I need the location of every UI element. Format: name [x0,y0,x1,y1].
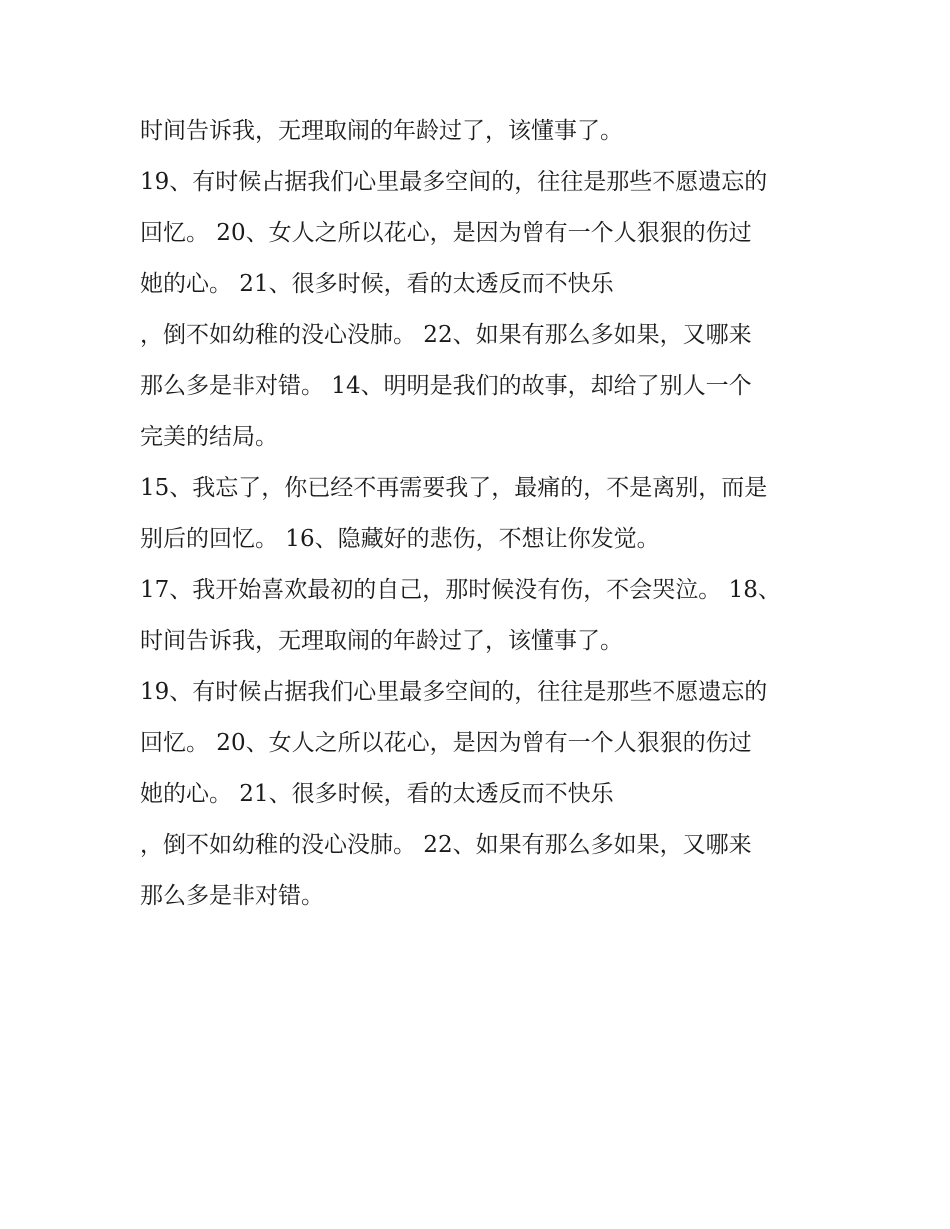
text-line: 她的心。 21、很多时候，看的太透反而不快乐 [140,271,614,297]
text-line: 时间告诉我，无理取闹的年龄过了，该懂事了。 [140,118,623,144]
text-line: 19、有时候占据我们心里最多空间的，往往是那些不愿遗忘的 [140,169,768,195]
text-line: ，倒不如幼稚的没心没肺。 22、如果有那么多如果，又哪来 [140,832,752,858]
text-line: 那么多是非对错。 [140,883,324,909]
text-line: 时间告诉我，无理取闹的年龄过了，该懂事了。 [140,628,623,654]
text-line: ，倒不如幼稚的没心没肺。 22、如果有那么多如果，又哪来 [140,322,752,348]
text-line: 别后的回忆。 16、隐藏好的悲伤，不想让你发觉。 [140,526,660,552]
text-line: 19、有时候占据我们心里最多空间的，往往是那些不愿遗忘的 [140,679,768,705]
text-line: 回忆。 20、女人之所以花心，是因为曾有一个人狠狠的伤过 [140,220,752,246]
text-line: 回忆。 20、女人之所以花心，是因为曾有一个人狠狠的伤过 [140,730,752,756]
text-line: 完美的结局。 [140,424,278,450]
text-line: 她的心。 21、很多时候，看的太透反而不快乐 [140,781,614,807]
text-line: 17、我开始喜欢最初的自己，那时候没有伤，不会哭泣。 18、 [140,577,781,603]
text-line: 那么多是非对错。 14、明明是我们的故事，却给了别人一个 [140,373,752,399]
document-body [140,106,820,922]
text-line: 15、我忘了，你已经不再需要我了，最痛的，不是离别，而是 [140,475,768,501]
